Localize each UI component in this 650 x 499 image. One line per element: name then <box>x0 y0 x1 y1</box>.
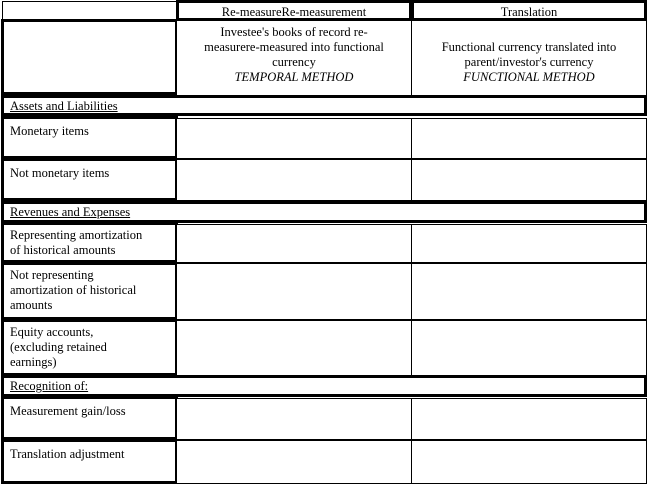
col2-title-cell <box>411 0 647 21</box>
row-col2-cell <box>411 159 647 201</box>
row-col1-cell <box>176 320 412 376</box>
section-assets-liabilities <box>1 95 647 116</box>
row-label: Equity accounts, <box>10 325 94 339</box>
row-col2-cell <box>411 118 647 159</box>
col1-title-cell <box>176 0 412 21</box>
row-label-cell <box>1 262 178 320</box>
row-col2-cell <box>411 440 647 484</box>
row-col1-cell <box>176 118 412 159</box>
col1-method: TEMPORAL METHOD <box>234 70 354 84</box>
row-label: (excluding retained <box>10 340 107 354</box>
section-revenues-expenses <box>1 201 647 223</box>
section-recognition <box>1 375 647 397</box>
row-col1-cell <box>176 440 412 484</box>
row-label-cell <box>1 319 178 376</box>
row-label: earnings) <box>10 355 57 369</box>
row-label: Monetary items <box>10 124 89 138</box>
row-label: of historical amounts <box>10 243 116 257</box>
row-col1-cell <box>176 159 412 201</box>
row-label: amortization of historical <box>10 283 137 297</box>
col2-desc-line: Functional currency translated into <box>441 40 617 54</box>
row-label: Measurement gain/loss <box>10 404 126 418</box>
section-title: Recognition of: <box>10 379 89 393</box>
col1-desc-line: Investee's books of record re- <box>220 25 368 39</box>
row-col2-cell <box>411 398 647 440</box>
row-col2-cell <box>411 263 647 320</box>
col1-desc-line: measurere-measured into functional <box>204 40 384 54</box>
corner-empty-cell <box>2 1 178 21</box>
row-label-cell <box>1 439 178 484</box>
row-col2-cell <box>411 224 647 263</box>
row-label: Translation adjustment <box>10 447 125 461</box>
row-label-cell <box>1 116 178 159</box>
section-title: Assets and Liabilities <box>10 99 118 113</box>
row-label: Not monetary items <box>10 166 110 180</box>
row-label: Not representing <box>10 268 94 282</box>
col2-title: Translation <box>500 5 558 19</box>
row-label-cell <box>1 158 178 201</box>
row-col2-cell <box>411 320 647 376</box>
row-col1-cell <box>176 224 412 263</box>
row-label-cell <box>1 396 178 440</box>
row-label-cell <box>1 222 178 263</box>
row-label: amounts <box>10 298 53 312</box>
col1-title: Re-measureRe-measurement <box>221 5 367 19</box>
col1-desc-cell <box>176 20 412 96</box>
section-title: Revenues and Expenses <box>10 205 131 219</box>
row-label: Representing amortization <box>10 228 143 242</box>
desc-empty-cell <box>1 19 178 95</box>
col2-desc-cell <box>411 20 647 96</box>
col1-desc-line: currency <box>272 55 316 69</box>
col2-method: FUNCTIONAL METHOD <box>463 70 595 84</box>
row-col1-cell <box>176 398 412 440</box>
row-col1-cell <box>176 263 412 320</box>
col2-desc-line: parent/investor's currency <box>464 55 594 69</box>
